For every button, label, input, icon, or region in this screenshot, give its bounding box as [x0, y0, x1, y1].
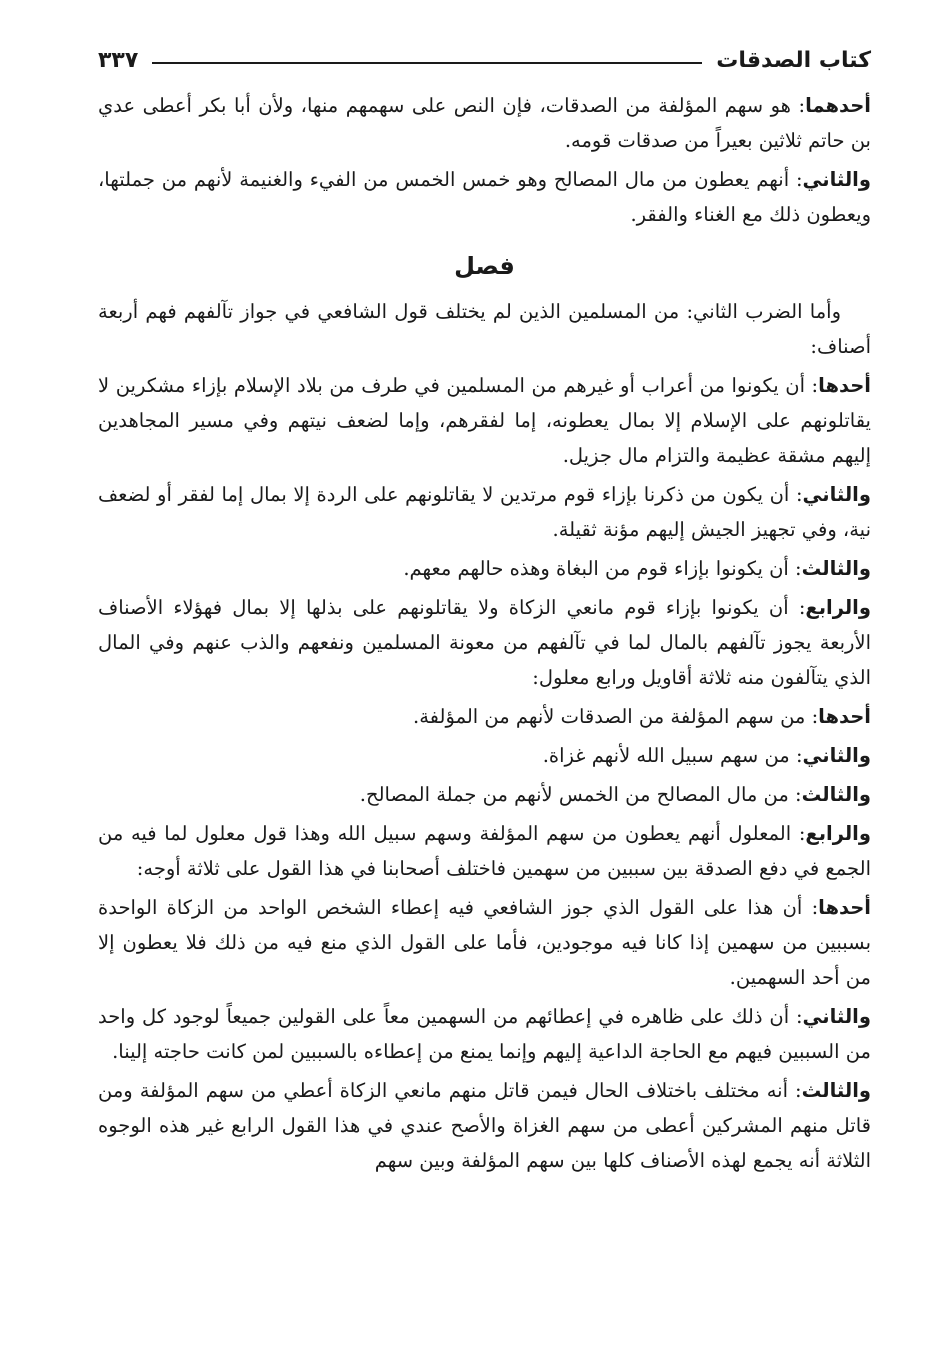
paragraph-lead: والثاني [802, 744, 871, 767]
paragraph-text: : أن ذلك على ظاهره في إعطائهم من السهمين معاً على القولين جميعاً لوجود كل واحد من السببين فيهم مع الحاجة الداعية إليهم وإنما يمنع من إعطاءه بالسببين لمن كانت حاجته إلينا. [98, 1005, 871, 1063]
paragraph-text: : أنهم يعطون من مال المصالح وهو خمس الخمس من الفيء والغنيمة لأنهم من جملتها، ويعطون ذلك مع الغناء والفقر. [98, 168, 871, 226]
paragraph-text: : أن يكون من ذكرنا بإزاء قوم مرتدين لا يقاتلونهم على الردة إلا بمال إما لفقر أو لضعف نية، وفي تجهيز الجيش إليهم مؤنة ثقيلة. [98, 483, 871, 541]
paragraph-lead: أحدهما [805, 94, 871, 117]
page-number: ٣٣٧ [98, 47, 139, 73]
paragraph-text: : أن يكونوا بإزاء قوم من البغاة وهذه حالهم معهم. [403, 557, 802, 580]
running-title: كتاب الصدقات [716, 47, 871, 73]
paragraph-text: : أن يكونوا بإزاء قوم مانعي الزكاة ولا يقاتلونهم على بذلها إلا بمال فهؤلاء الأصناف الأربعة يجوز تآلفهم بالمال لما في تآلفهم من معونة المسلمين ونفعهم والذب عنهم وفي المال الذي يتآلفون منه ثلاثة أقاويل ورابع معلول: [98, 596, 871, 689]
paragraph-lead: والثاني [802, 1005, 871, 1028]
paragraph-text: : أن يكونوا من أعراب أو غيرهم من المسلمين في طرف من بلاد الإسلام بإزاء مشكرين لا يقاتلونهم على الإسلام إلا بمال يعطونه، إما لفقرهم، وإما لضعف نيتهم وفي مسير المجاهدين إليهم مشقة عظيمة والتزام مال جزيل. [98, 374, 871, 467]
paragraph-lead: أحدها [818, 705, 871, 728]
paragraph [98, 699, 871, 734]
paragraph [98, 890, 871, 995]
paragraph-lead: والثاني [802, 483, 871, 506]
header-rule [152, 62, 702, 64]
paragraph [98, 162, 871, 232]
paragraph [98, 368, 871, 473]
paragraph-lead: والثالث [801, 1079, 871, 1102]
paragraph-lead: أحدها [818, 374, 871, 397]
running-header [98, 42, 871, 78]
paragraph-text: : المعلول أنهم يعطون من سهم المؤلفة وسهم سبيل الله وهذا قول معلول لما فيه من الجمع في دفع الصدقة بين سببين من سهمين فاختلف أصحابنا في هذا القول على ثلاثة أوجه: [98, 822, 871, 880]
paragraph [98, 999, 871, 1069]
paragraph-lead: والرابع [805, 822, 871, 845]
paragraph-text: : من مال المصالح من الخمس لأنهم من جملة المصالح. [359, 783, 802, 806]
paragraph-lead: أحدها [818, 896, 871, 919]
paragraph-lead: والثالث [801, 557, 871, 580]
paragraph-text: : أن هذا على القول الذي جوز الشافعي فيه إعطاء الشخص الواحد من الزكاة الواحدة بسببين من سهمين إذا كانا فيه موجودين، فأما على القول الذي منع فيه من ذلك فلا يعطون إلا من أحد السهمين. [98, 896, 871, 989]
paragraph-text: : هو سهم المؤلفة من الصدقات، فإن النص على سهمهم منها، ولأن أبا بكر أعطى عدي بن حاتم ثلاثين بعيراً من صدقات قومه. [98, 94, 871, 152]
paragraph-lead: والثالث [801, 783, 871, 806]
text-body [98, 88, 871, 1182]
paragraph [98, 738, 871, 773]
section-heading: فصل [454, 252, 515, 280]
paragraph [98, 551, 871, 586]
intro-paragraph: وأما الضرب الثاني: من المسلمين الذين لم يختلف قول الشافعي في جواز تآلفهم فهم أربعة أصناف: [98, 300, 871, 358]
paragraph-lead: والثاني [802, 168, 871, 191]
paragraph-text: : من سهم المؤلفة من الصدقات لأنهم من المؤلفة. [413, 705, 819, 728]
paragraph-text: : من سهم سبيل الله لأنهم غزاة. [542, 744, 803, 767]
paragraph [98, 1073, 871, 1178]
paragraph [98, 777, 871, 812]
paragraph [98, 88, 871, 158]
paragraph-lead: والرابع [805, 596, 871, 619]
paragraph [98, 477, 871, 547]
paragraph [98, 816, 871, 886]
paragraph-text: : أنه مختلف باختلاف الحال فيمن قاتل منهم مانعي الزكاة أعطي من سهم المؤلفة ومن قاتل منهم المشركين أعطى من سهم الغزاة والأصح عندي في هذا القول الرابع غير هذه الوجوه الثلاثة أنه يجمع لهذه الأصناف كلها بين سهم المؤلفة وبين سهم [98, 1079, 871, 1172]
paragraph [98, 590, 871, 695]
